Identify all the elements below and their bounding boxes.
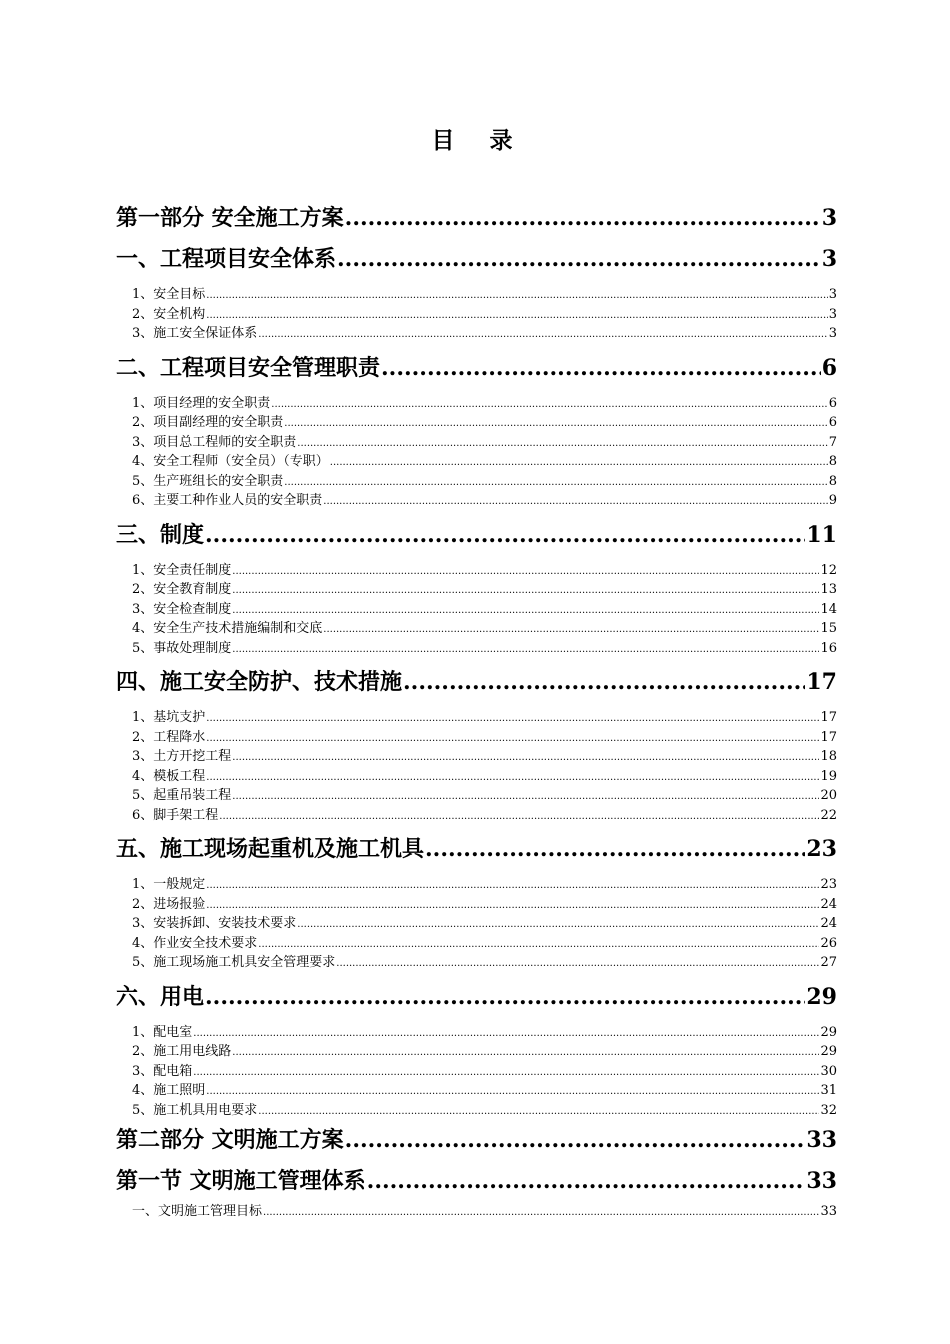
toc-page-number: 33 xyxy=(820,1204,837,1219)
toc-page-number: 16 xyxy=(820,640,837,656)
toc-item[interactable] xyxy=(116,708,837,728)
toc-item[interactable] xyxy=(116,1042,837,1062)
toc-heading-label: 二、工程项目安全管理职责 xyxy=(116,354,381,381)
dot-leader xyxy=(271,395,827,414)
toc-page-number: 18 xyxy=(820,749,837,764)
dot-leader xyxy=(323,492,827,511)
dot-leader xyxy=(258,1102,819,1121)
toc-item-label: 3、安装拆卸、安装技术要求 xyxy=(132,916,297,931)
toc-item[interactable] xyxy=(116,561,837,581)
toc-item[interactable] xyxy=(116,953,837,973)
dot-leader xyxy=(232,562,819,581)
toc-item[interactable] xyxy=(116,472,837,492)
dot-leader xyxy=(403,662,805,703)
toc-page-number: 22 xyxy=(820,807,837,823)
dot-leader xyxy=(206,1082,819,1101)
dot-leader xyxy=(232,787,819,806)
toc-item-label: 2、工程降水 xyxy=(132,729,206,745)
dot-leader xyxy=(297,434,827,453)
toc-page-number: 3 xyxy=(828,287,837,302)
toc-page-number: 15 xyxy=(820,621,837,636)
toc-heading-s6[interactable] xyxy=(116,977,837,1018)
toc-page-number: 19 xyxy=(820,768,837,784)
toc-item-label: 5、起重吊装工程 xyxy=(132,788,232,803)
toc-heading-s2[interactable] xyxy=(116,348,837,389)
dot-leader xyxy=(323,620,819,639)
toc-page-number: 29 xyxy=(820,1024,837,1040)
toc-item-label: 1、一般规定 xyxy=(132,877,206,892)
toc-heading-sec1[interactable] xyxy=(116,1161,837,1202)
toc-item[interactable] xyxy=(116,747,837,767)
toc-item[interactable] xyxy=(116,1062,837,1082)
toc-item-label: 5、施工现场施工机具安全管理要求 xyxy=(132,955,336,970)
toc-page-number: 6 xyxy=(821,354,837,381)
toc-item-label: 4、安全工程师（安全员）（专职） xyxy=(132,454,329,469)
dot-leader xyxy=(206,768,819,787)
toc-item[interactable] xyxy=(116,619,837,639)
dot-leader xyxy=(263,1203,819,1222)
toc-item-label: 5、事故处理制度 xyxy=(132,640,232,656)
toc-item[interactable] xyxy=(116,1202,837,1222)
toc-page-number: 29 xyxy=(820,1044,837,1059)
dot-leader xyxy=(206,709,819,728)
toc-page-number: 8 xyxy=(828,473,837,489)
dot-leader xyxy=(232,1043,819,1062)
dot-leader xyxy=(219,807,819,826)
toc-page-number: 27 xyxy=(820,955,837,970)
toc-item-label: 4、作业安全技术要求 xyxy=(132,935,258,951)
toc-page-number: 3 xyxy=(828,326,837,341)
toc-page-number: 20 xyxy=(820,788,837,803)
toc-item[interactable] xyxy=(116,580,837,600)
toc-item-label: 2、安全教育制度 xyxy=(132,582,232,597)
dot-leader xyxy=(284,414,827,433)
dot-leader xyxy=(297,915,819,934)
dot-leader xyxy=(205,515,805,556)
dot-leader xyxy=(205,977,805,1018)
dot-leader xyxy=(193,1063,819,1082)
toc-page-number: 11 xyxy=(806,521,837,548)
toc-item-label: 1、安全责任制度 xyxy=(132,562,232,578)
toc-page-number: 3 xyxy=(821,205,837,231)
toc-heading-s1[interactable] xyxy=(116,239,837,280)
toc-heading-label: 第一部分 安全施工方案 xyxy=(116,205,344,231)
toc-item-label: 2、项目副经理的安全职责 xyxy=(132,415,284,430)
toc-item[interactable] xyxy=(116,786,837,806)
toc-heading-s3[interactable] xyxy=(116,515,837,556)
toc-heading-label: 第二部分 文明施工方案 xyxy=(116,1127,344,1153)
toc-page-number: 9 xyxy=(828,493,837,508)
toc-heading-s4[interactable] xyxy=(116,662,837,703)
toc-page-number: 23 xyxy=(806,836,837,862)
dot-leader xyxy=(258,935,819,954)
toc-item-label: 6、脚手架工程 xyxy=(132,807,219,823)
toc-heading-part2[interactable] xyxy=(116,1120,837,1161)
toc-page-number: 17 xyxy=(820,729,837,745)
toc-heading-label: 三、制度 xyxy=(116,521,205,548)
dot-leader xyxy=(258,325,827,344)
toc-heading-s5[interactable] xyxy=(116,829,837,870)
toc-item[interactable] xyxy=(116,914,837,934)
toc-item-label: 4、安全生产技术措施编制和交底 xyxy=(132,621,323,636)
toc-page-number: 32 xyxy=(820,1102,837,1118)
dot-leader xyxy=(206,896,819,915)
toc-item[interactable] xyxy=(116,934,837,954)
toc-item[interactable] xyxy=(116,895,837,915)
toc-item[interactable] xyxy=(116,433,837,453)
toc-page-number: 6 xyxy=(828,395,837,411)
dot-leader xyxy=(206,306,827,325)
dot-leader xyxy=(367,1161,806,1202)
toc-item[interactable] xyxy=(116,324,837,344)
toc-page-number: 13 xyxy=(820,582,837,597)
dot-leader xyxy=(232,640,819,659)
toc-page-number: 26 xyxy=(820,935,837,951)
toc-item[interactable] xyxy=(116,1081,837,1101)
toc-page-number: 17 xyxy=(820,710,837,725)
toc-page-number: 29 xyxy=(806,983,837,1010)
toc-item[interactable] xyxy=(116,806,837,826)
toc-page-number: 7 xyxy=(828,434,837,450)
toc-item-label: 1、配电室 xyxy=(132,1024,193,1040)
toc-page-number: 14 xyxy=(820,601,837,617)
toc-heading-label: 六、用电 xyxy=(116,983,205,1010)
dot-leader xyxy=(336,954,819,973)
table-of-contents xyxy=(116,198,837,1222)
toc-item-label: 3、土方开挖工程 xyxy=(132,749,232,764)
toc-item[interactable] xyxy=(116,600,837,620)
dot-leader xyxy=(232,748,819,767)
toc-heading-label: 四、施工安全防护、技术措施 xyxy=(116,669,403,695)
toc-page-number: 31 xyxy=(820,1083,837,1098)
toc-page-number: 33 xyxy=(806,1127,837,1153)
toc-item-label: 1、项目经理的安全职责 xyxy=(132,395,271,411)
toc-page-number: 33 xyxy=(806,1168,837,1194)
toc-item-label: 2、施工用电线路 xyxy=(132,1044,232,1059)
dot-leader xyxy=(425,829,805,870)
dot-leader xyxy=(337,239,821,280)
dot-leader xyxy=(345,1120,806,1161)
toc-item-label: 2、安全机构 xyxy=(132,306,206,322)
toc-item-label: 4、模板工程 xyxy=(132,768,206,784)
dot-leader xyxy=(284,473,827,492)
toc-item-label: 5、生产班组长的安全职责 xyxy=(132,473,284,489)
toc-page-number: 17 xyxy=(806,669,837,695)
dot-leader xyxy=(232,601,819,620)
page-title: 目 录 xyxy=(431,127,519,154)
dot-leader xyxy=(206,876,819,895)
dot-leader xyxy=(206,286,827,305)
toc-page-number: 24 xyxy=(820,916,837,931)
toc-item-label: 一、文明施工管理目标 xyxy=(132,1204,263,1219)
dot-leader xyxy=(381,348,821,389)
toc-item[interactable] xyxy=(116,491,837,511)
toc-item-label: 6、主要工种作业人员的安全职责 xyxy=(132,493,323,508)
dot-leader xyxy=(206,729,819,748)
toc-page-number: 3 xyxy=(828,306,837,322)
toc-item[interactable] xyxy=(116,452,837,472)
toc-heading-label: 五、施工现场起重机及施工机具 xyxy=(116,836,425,862)
toc-page-number: 30 xyxy=(820,1063,837,1079)
toc-item-label: 5、施工机具用电要求 xyxy=(132,1102,258,1118)
toc-heading-part1[interactable] xyxy=(116,198,837,239)
toc-item-label: 3、安全检查制度 xyxy=(132,601,232,617)
toc-page-number: 23 xyxy=(820,877,837,892)
dot-leader xyxy=(345,198,821,239)
toc-heading-label: 第一节 文明施工管理体系 xyxy=(116,1168,366,1194)
toc-page-number: 24 xyxy=(820,896,837,912)
toc-page-number: 3 xyxy=(821,246,837,272)
toc-page-number: 6 xyxy=(828,415,837,430)
toc-page-number: 12 xyxy=(820,562,837,578)
toc-item[interactable] xyxy=(116,1101,837,1121)
toc-heading-label: 一、工程项目安全体系 xyxy=(116,246,337,272)
toc-item[interactable] xyxy=(116,413,837,433)
toc-item-label: 2、进场报验 xyxy=(132,896,206,912)
toc-item[interactable] xyxy=(116,1023,837,1043)
toc-item[interactable] xyxy=(116,728,837,748)
toc-item[interactable] xyxy=(116,875,837,895)
toc-item-label: 3、项目总工程师的安全职责 xyxy=(132,434,297,450)
toc-item[interactable] xyxy=(116,305,837,325)
dot-leader xyxy=(330,453,828,472)
toc-item-label: 4、施工照明 xyxy=(132,1083,206,1098)
toc-item[interactable] xyxy=(116,285,837,305)
toc-page-number: 8 xyxy=(828,454,837,469)
toc-item[interactable] xyxy=(116,394,837,414)
toc-item-label: 3、施工安全保证体系 xyxy=(132,326,258,341)
toc-item-label: 3、配电箱 xyxy=(132,1063,193,1079)
dot-leader xyxy=(193,1024,819,1043)
toc-item-label: 1、基坑支护 xyxy=(132,710,206,725)
dot-leader xyxy=(232,581,819,600)
toc-item-label: 1、安全目标 xyxy=(132,287,206,302)
toc-item[interactable] xyxy=(116,767,837,787)
toc-item[interactable] xyxy=(116,639,837,659)
